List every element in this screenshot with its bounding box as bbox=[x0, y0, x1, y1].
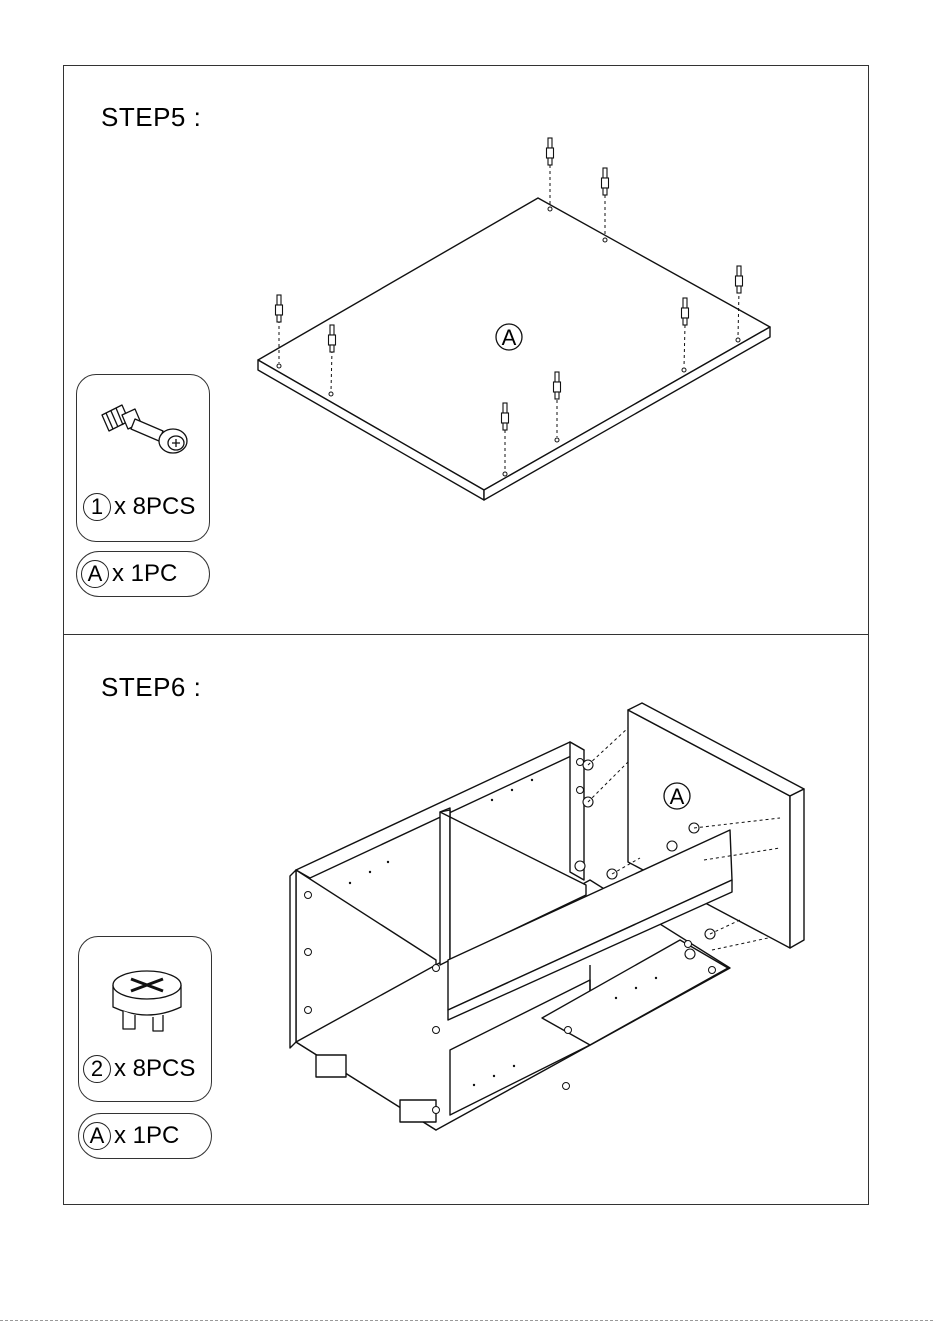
step6-panel-label: A bbox=[669, 784, 685, 809]
step6-hardware-quantity: x 8PCS bbox=[114, 1055, 196, 1082]
step5-panel-letter: A bbox=[81, 560, 109, 588]
step6-title: STEP6 : bbox=[101, 672, 202, 702]
step5-title: STEP5 : bbox=[101, 102, 202, 132]
step5-hardware-quantity: x 8PCS bbox=[114, 493, 196, 520]
cam-lock-nut-icon bbox=[79, 937, 213, 1047]
step6-panel-card bbox=[78, 1113, 212, 1159]
step6-panel-count bbox=[83, 1122, 179, 1150]
step6-hardware-number: 2 bbox=[83, 1055, 111, 1083]
page-bottom-rule bbox=[0, 1320, 933, 1321]
step6-panel-quantity: x 1PC bbox=[114, 1122, 180, 1149]
step6-panel-letter: A bbox=[83, 1122, 111, 1150]
step6-hardware-count bbox=[83, 1055, 195, 1083]
step5-panel-label: A bbox=[501, 325, 517, 350]
step5-panel-quantity: x 1PC bbox=[112, 560, 178, 587]
step6-hardware-card bbox=[78, 936, 212, 1102]
step5-hardware-number: 1 bbox=[83, 493, 111, 521]
